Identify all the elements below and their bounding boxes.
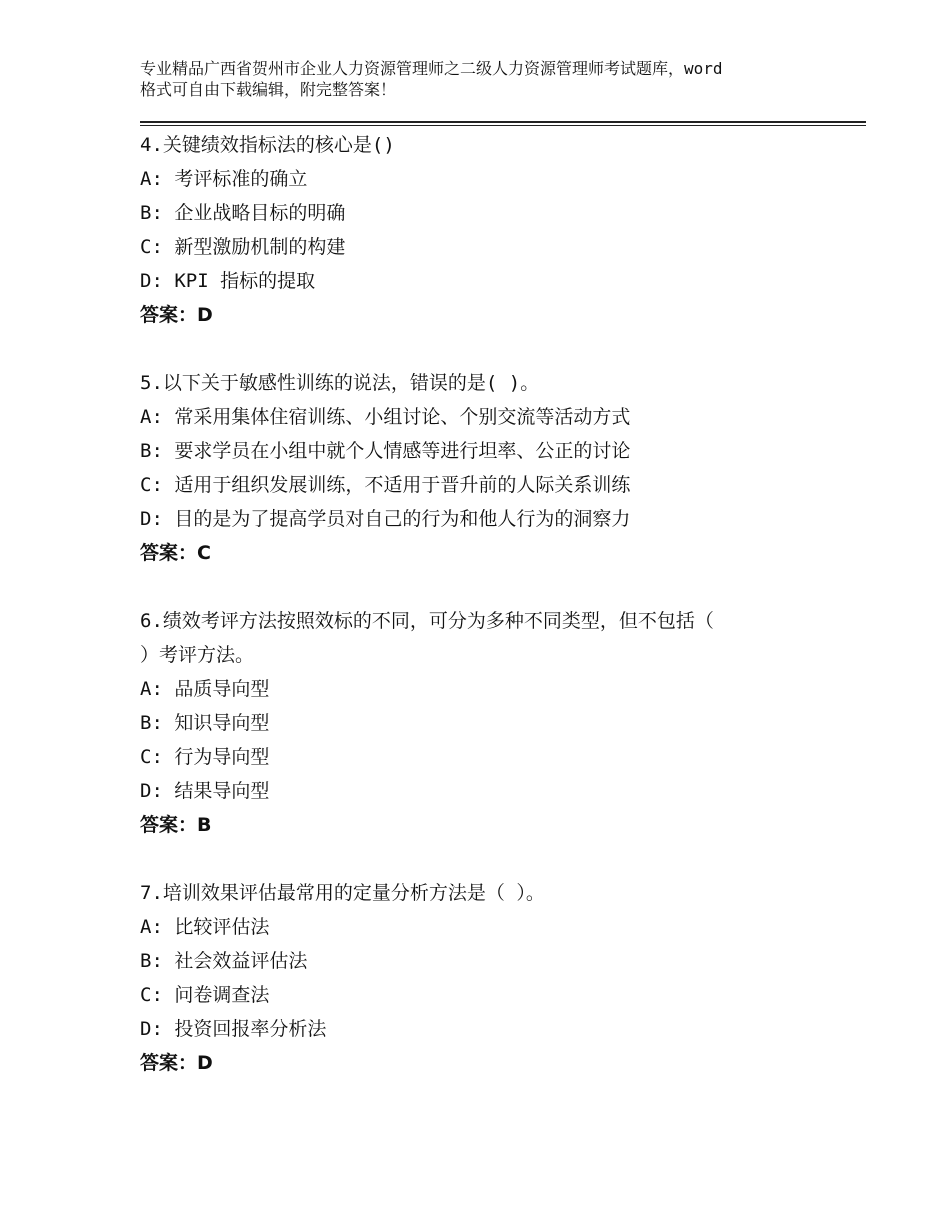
question-stem: 6.绩效考评方法按照效标的不同，可分为多种不同类型，但不包括（ [140, 610, 714, 632]
answer-label: 答案：C [140, 542, 211, 564]
option-d: D: 结果导向型 [140, 780, 270, 802]
header-line-2: 格式可自由下载编辑，附完整答案！ [140, 80, 397, 99]
document-header [140, 58, 840, 100]
option-a: A: 考评标准的确立 [140, 168, 308, 190]
header-divider-thick [140, 121, 866, 123]
option-a: A: 品质导向型 [140, 678, 270, 700]
option-d: D: 目的是为了提高学员对自己的行为和他人行为的洞察力 [140, 508, 631, 530]
option-c: C: 行为导向型 [140, 746, 270, 768]
option-c: C: 新型激励机制的构建 [140, 236, 346, 258]
answer-label: 答案：D [140, 304, 213, 326]
header-divider-thin [140, 125, 866, 126]
option-a: A: 常采用集体住宿训练、小组讨论、个别交流等活动方式 [140, 406, 631, 428]
question-4 [140, 128, 866, 332]
option-a: A: 比较评估法 [140, 916, 270, 938]
question-stem: 5.以下关于敏感性训练的说法，错误的是( )。 [140, 372, 540, 394]
option-b: B: 社会效益评估法 [140, 950, 308, 972]
option-c: C: 问卷调查法 [140, 984, 270, 1006]
option-b: B: 知识导向型 [140, 712, 270, 734]
question-stem: 4.关键绩效指标法的核心是() [140, 134, 395, 156]
question-7 [140, 876, 866, 1080]
option-b: B: 要求学员在小组中就个人情感等进行坦率、公正的讨论 [140, 440, 631, 462]
answer-label: 答案：D [140, 1052, 213, 1074]
option-c: C: 适用于组织发展训练，不适用于晋升前的人际关系训练 [140, 474, 631, 496]
question-5 [140, 366, 866, 570]
question-stem: 7.培训效果评估最常用的定量分析方法是（ ）。 [140, 882, 545, 904]
option-d: D: 投资回报率分析法 [140, 1018, 327, 1040]
header-line-1: 专业精品广西省贺州市企业人力资源管理师之二级人力资源管理师考试题库，word [140, 59, 723, 78]
answer-label: 答案：B [140, 814, 212, 836]
question-6 [140, 604, 866, 842]
option-d: D: KPI 指标的提取 [140, 270, 316, 292]
question-list [140, 128, 866, 1114]
question-stem-continued: ）考评方法。 [140, 644, 255, 666]
option-b: B: 企业战略目标的明确 [140, 202, 346, 224]
